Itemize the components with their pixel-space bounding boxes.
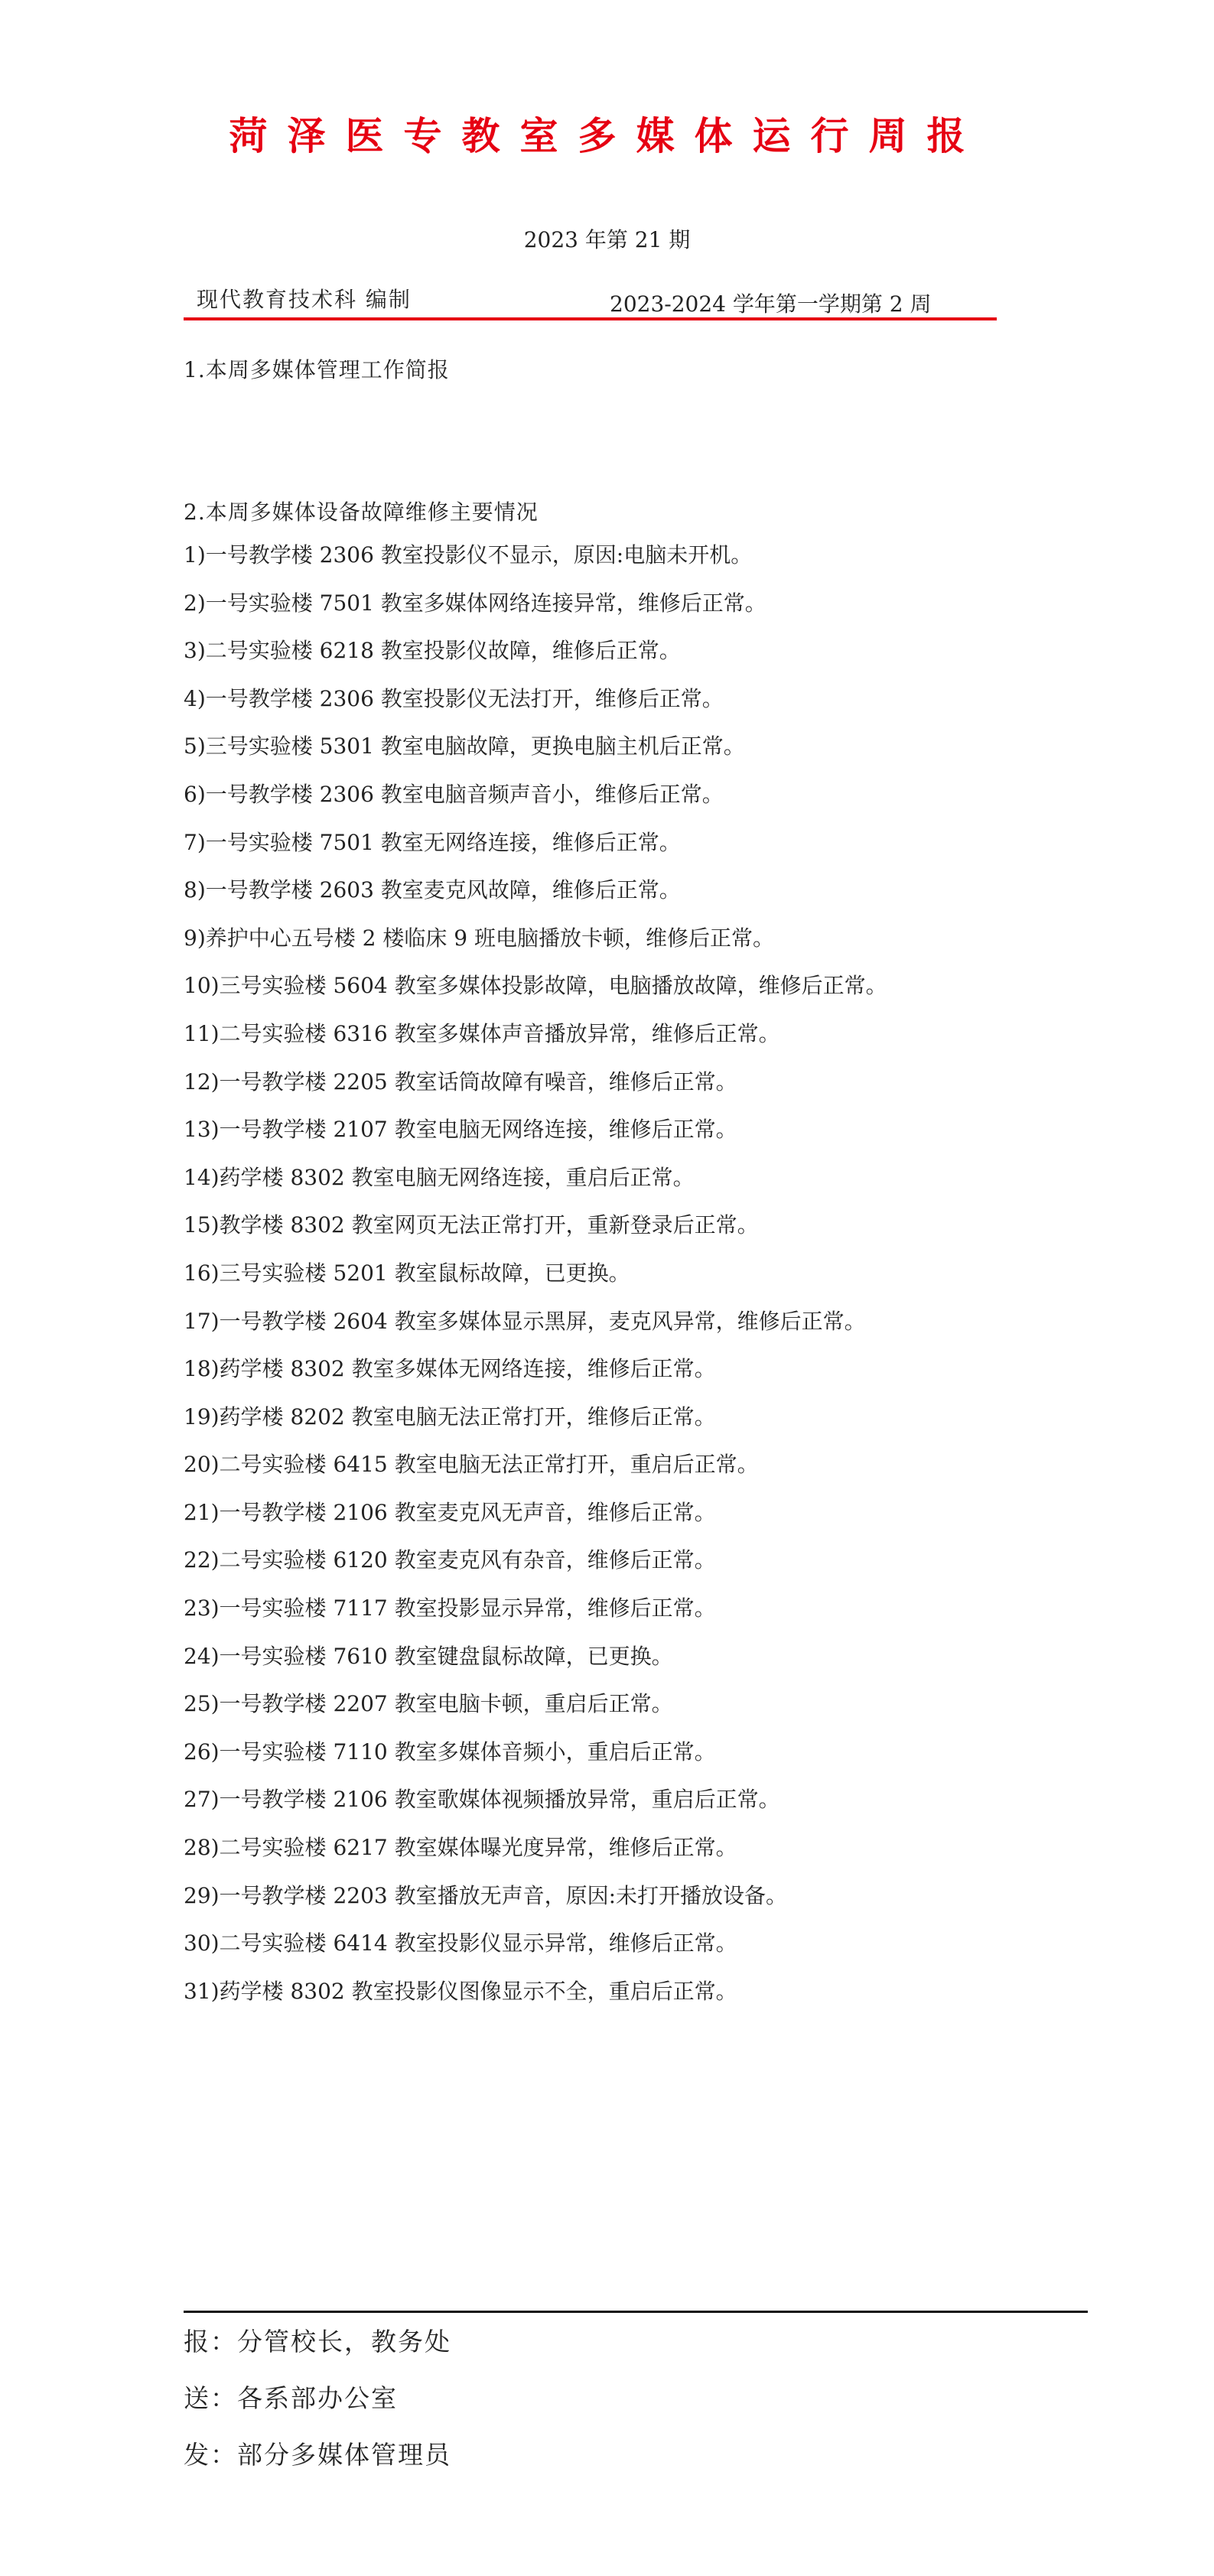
list-item: 17)一号教学楼 2604 教室多媒体显示黑屏，麦克风异常，维修后正常。 <box>184 1308 866 1334</box>
list-item: 3)二号实验楼 6218 教室投影仪故障，维修后正常。 <box>184 638 681 664</box>
list-item: 24)一号实验楼 7610 教室键盘鼠标故障，已更换。 <box>184 1643 673 1669</box>
repair-list <box>184 540 887 2024</box>
list-item: 11)二号实验楼 6316 教室多媒体声音播放异常，维修后正常。 <box>184 1020 780 1046</box>
send-to-line: 送：各系部办公室 <box>184 2383 398 2413</box>
distribution-list <box>184 2319 451 2489</box>
list-item: 9)养护中心五号楼 2 楼临床 9 班电脑播放卡顿，维修后正常。 <box>184 925 774 951</box>
list-item: 6)一号教学楼 2306 教室电脑音频声音小，维修后正常。 <box>184 781 724 807</box>
list-item: 25)一号教学楼 2207 教室电脑卡顿，重启后正常。 <box>184 1691 673 1717</box>
report-to-line: 报：分管校长，教务处 <box>184 2327 451 2356</box>
list-item: 13)一号教学楼 2107 教室电脑无网络连接，维修后正常。 <box>184 1117 737 1143</box>
list-item: 12)一号教学楼 2205 教室话筒故障有噪音，维修后正常。 <box>184 1068 737 1094</box>
list-item: 4)一号教学楼 2306 教室投影仪无法打开，维修后正常。 <box>184 685 724 711</box>
list-item: 31)药学楼 8302 教室投影仪图像显示不全，重启后正常。 <box>184 1978 737 2004</box>
list-item: 19)药学楼 8202 教室电脑无法正常打开，维修后正常。 <box>184 1403 716 1429</box>
list-item: 14)药学楼 8302 教室电脑无网络连接，重启后正常。 <box>184 1164 695 1190</box>
footer-divider <box>184 2311 1088 2313</box>
list-item: 26)一号实验楼 7110 教室多媒体音频小，重启后正常。 <box>184 1738 716 1764</box>
issue-to-line: 发：部分多媒体管理员 <box>184 2440 451 2470</box>
list-item: 5)三号实验楼 5301 教室电脑故障，更换电脑主机后正常。 <box>184 733 745 759</box>
list-item: 18)药学楼 8302 教室多媒体无网络连接，维修后正常。 <box>184 1356 716 1382</box>
list-item: 29)一号教学楼 2203 教室播放无声音，原因:未打开播放设备。 <box>184 1882 788 1908</box>
list-item: 30)二号实验楼 6414 教室投影仪显示异常，维修后正常。 <box>184 1930 737 1956</box>
summary-heading: 1.本周多媒体管理工作简报 <box>184 357 450 382</box>
list-item: 20)二号实验楼 6415 教室电脑无法正常打开，重启后正常。 <box>184 1452 759 1478</box>
list-item: 27)一号教学楼 2106 教室歌媒体视频播放异常，重启后正常。 <box>184 1787 780 1813</box>
list-item: 22)二号实验楼 6120 教室麦克风有杂音，维修后正常。 <box>184 1547 716 1573</box>
header-red-divider <box>184 317 997 320</box>
list-item: 2)一号实验楼 7501 教室多媒体网络连接异常，维修后正常。 <box>184 590 766 616</box>
list-item: 28)二号实验楼 6217 教室媒体曝光度异常，维修后正常。 <box>184 1835 737 1861</box>
list-item: 7)一号实验楼 7501 教室无网络连接，维修后正常。 <box>184 829 681 855</box>
repairs-heading: 2.本周多媒体设备故障维修主要情况 <box>184 499 539 525</box>
list-item: 23)一号实验楼 7117 教室投影显示异常，维修后正常。 <box>184 1595 716 1621</box>
report-title: 菏泽医专教室多媒体运行周报 <box>229 113 985 158</box>
editor-line: 现代教育技术科 编制 <box>197 287 412 312</box>
list-item: 8)一号教学楼 2603 教室麦克风故障，维修后正常。 <box>184 877 681 903</box>
list-item: 15)教学楼 8302 教室网页无法正常打开，重新登录后正常。 <box>184 1212 759 1238</box>
term-line: 2023-2024 学年第一学期第 2 周 <box>610 291 932 317</box>
list-item: 16)三号实验楼 5201 教室鼠标故障，已更换。 <box>184 1260 630 1286</box>
list-item: 10)三号实验楼 5604 教室多媒体投影故障，电脑播放故障，维修后正常。 <box>184 973 887 999</box>
issue-number: 2023 年第 21 期 <box>523 227 691 252</box>
list-item: 21)一号教学楼 2106 教室麦克风无声音，维修后正常。 <box>184 1499 716 1525</box>
list-item: 1)一号教学楼 2306 教室投影仪不显示，原因:电脑未开机。 <box>184 542 753 568</box>
